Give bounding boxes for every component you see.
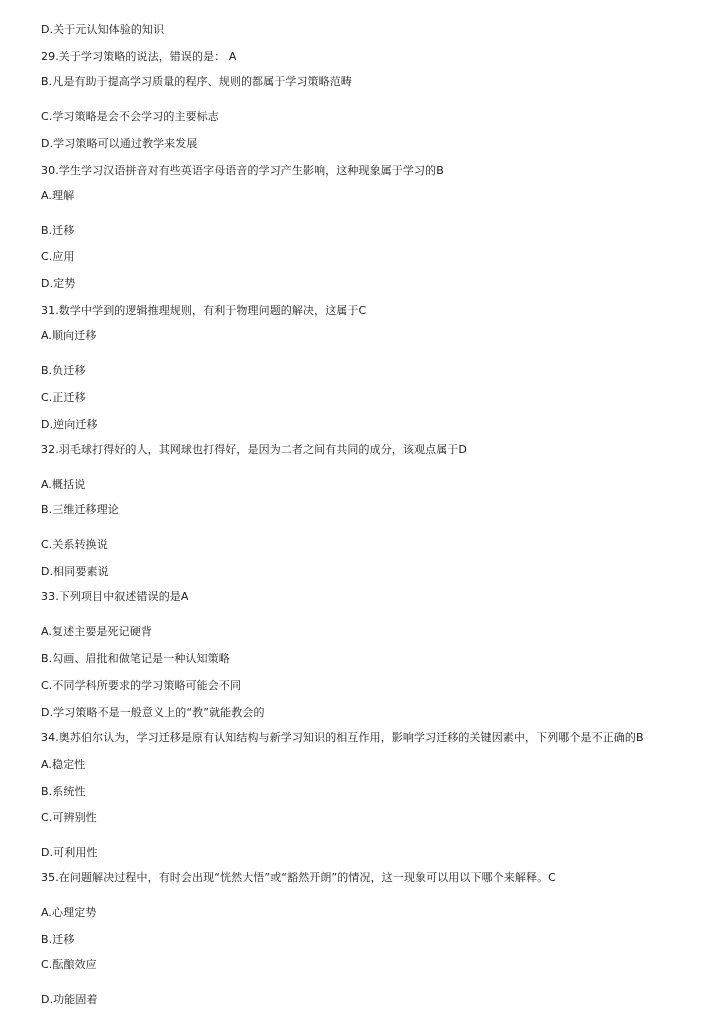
option-line: B.迁移 [41, 224, 75, 237]
option-line: D.相同要素说 [41, 565, 109, 578]
option-line: C.应用 [41, 250, 75, 263]
option-line: A.复述主要是死记硬背 [41, 625, 152, 638]
option-line: D.关于元认知体验的知识 [41, 23, 165, 36]
option-line: C.酝酿效应 [41, 958, 97, 971]
option-line: B.系统性 [41, 785, 86, 798]
option-line: B.勾画、眉批和做笔记是一种认知策略 [41, 652, 230, 665]
question-line: 35.在问题解决过程中，有时会出现“恍然大悟”或“豁然开朗”的情况，这一现象可以用以下哪个来解释。C [41, 871, 556, 884]
option-line: C.不同学科所要求的学习策略可能会不同 [41, 679, 242, 692]
question-line: 34.奥苏伯尔认为，学习迁移是原有认知结构与新学习知识的相互作用，影响学习迁移的关键因素中，下列哪个是不正确的B [41, 731, 644, 744]
option-line: B.负迁移 [41, 364, 86, 377]
option-line: C.关系转换说 [41, 538, 108, 551]
option-line: B.迁移 [41, 933, 75, 946]
option-line: D.学习策略可以通过教学来发展 [41, 137, 198, 150]
question-line: 32.羽毛球打得好的人，其网球也打得好，是因为二者之间有共同的成分，该观点属于D [41, 443, 467, 456]
question-line: 31.数学中学到的逻辑推理规则，有利于物理问题的解决，这属于C [41, 304, 367, 317]
question-line: 29.关于学习策略的说法，错误的是： A [41, 50, 237, 63]
option-line: C.学习策略是会不会学习的主要标志 [41, 110, 219, 123]
option-line: A.理解 [41, 189, 75, 202]
option-line: A.心理定势 [41, 906, 97, 919]
option-line: B.凡是有助于提高学习质量的程序、规则的都属于学习策略范畴 [41, 75, 352, 88]
option-line: D.定势 [41, 277, 76, 290]
option-line: A.稳定性 [41, 758, 86, 771]
question-line: 33.下列项目中叙述错误的是A [41, 590, 189, 603]
option-line: D.学习策略不是一般意义上的“教”就能教会的 [41, 706, 265, 719]
option-line: A.概括说 [41, 478, 86, 491]
option-line: A.顺向迁移 [41, 329, 97, 342]
option-line: C.正迁移 [41, 391, 86, 404]
question-line: 30.学生学习汉语拼音对有些英语字母语音的学习产生影响，这种现象属于学习的B [41, 164, 444, 177]
option-line: D.可利用性 [41, 846, 98, 859]
option-line: D.逆向迁移 [41, 418, 98, 431]
option-line: D.功能固着 [41, 993, 98, 1006]
option-line: B.三维迁移理论 [41, 503, 119, 516]
option-line: C.可辨别性 [41, 811, 97, 824]
